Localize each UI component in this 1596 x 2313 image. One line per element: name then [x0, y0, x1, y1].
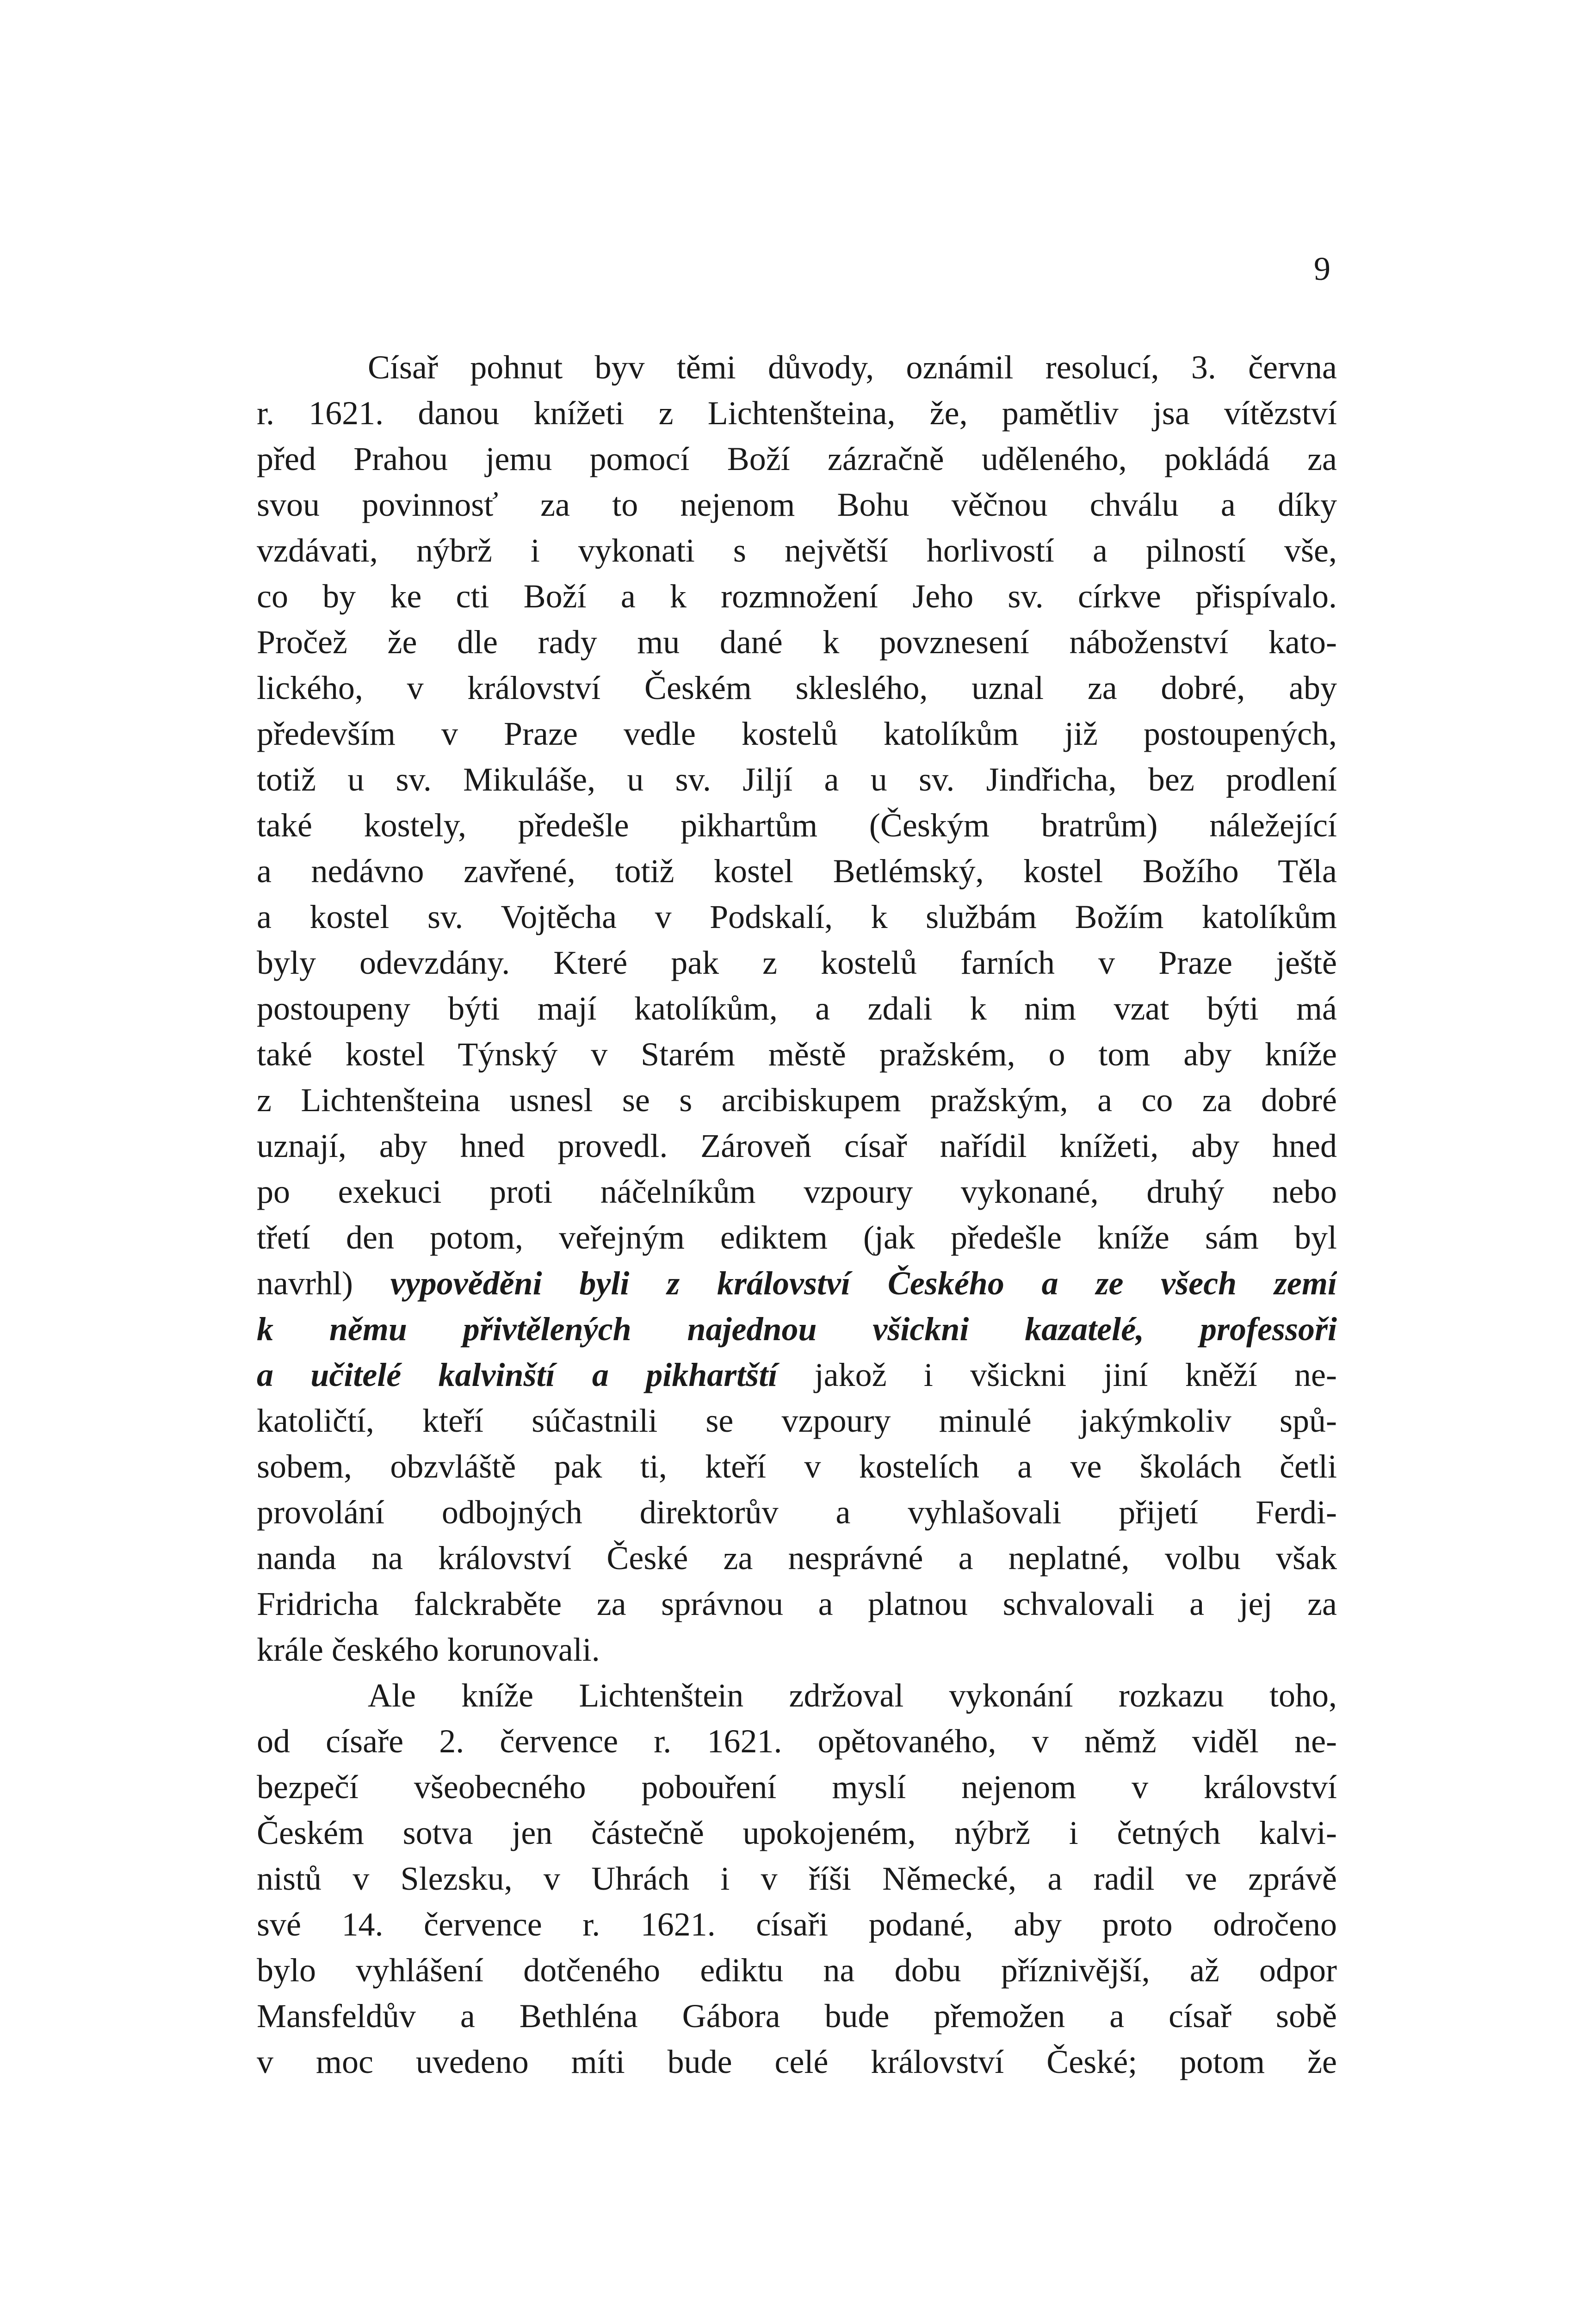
text-line: katoličtí, kteří súčastnili se vzpoury minulé jakýmkoliv spů-	[257, 1402, 1337, 1439]
text-line: Ale kníže Lichtenštein zdržoval vykonání rozkazu toho,	[368, 1677, 1337, 1714]
text-line: co by ke cti Boží a k rozmnožení Jeho sv. církve přispívalo.	[257, 578, 1337, 615]
text-line: také kostel Týnský v Starém městě pražském, o tom aby kníže	[257, 1036, 1337, 1073]
text-line: svou povinnosť za to nejenom Bohu věčnou chválu a díky	[257, 486, 1337, 523]
text-line: také kostely, předešle pikhartům (Českým bratrům) náležející	[257, 807, 1337, 844]
text-line: byly odevzdány. Které pak z kostelů farních v Praze ještě	[257, 944, 1337, 981]
text-line-mixed	[257, 1261, 1337, 1306]
emphasized-text: k němu přivtělených najednou všickni kazatelé, professoři	[257, 1311, 1337, 1348]
text-line: uznají, aby hned provedl. Zároveň císař nařídil knížeti, aby hned	[257, 1127, 1337, 1164]
text-line-mixed	[257, 1352, 1337, 1398]
text-line: Císař pohnut byv těmi důvody, oznámil resolucí, 3. června	[368, 349, 1337, 386]
text-line: z Lichtenšteina usnesl se s arcibiskupem pražským, a co za dobré	[257, 1082, 1337, 1119]
regular-text: jakož i všickni jiní kněží ne-	[777, 1356, 1337, 1393]
text-line: od císaře 2. července r. 1621. opětovaného, v němž viděl ne-	[257, 1723, 1337, 1760]
text-line: Fridricha falckraběte za správnou a platnou schvalovali a jej za	[257, 1585, 1337, 1622]
text-line: lického, v království Českém skleslého, uznal za dobré, aby	[257, 669, 1337, 706]
text-line: a kostel sv. Vojtěcha v Podskalí, k službám Božím katolíkům	[257, 898, 1337, 935]
text-line: Mansfeldův a Bethléna Gábora bude přemožen a císař sobě	[257, 1998, 1337, 2035]
text-line: bezpečí všeobecného pobouření myslí nejenom v království	[257, 1769, 1337, 1806]
text-line: především v Praze vedle kostelů katolíkům již postoupených,	[257, 715, 1337, 752]
text-line-mixed	[257, 1306, 1337, 1352]
paragraph-1	[257, 345, 1337, 1673]
text-line: bylo vyhlášení dotčeného ediktu na dobu příznivější, až odpor	[257, 1952, 1337, 1989]
text-line: postoupeny býti mají katolíkům, a zdali k nim vzat býti má	[257, 990, 1337, 1027]
paragraph-2	[257, 1673, 1337, 2085]
text-line: sobem, obzvláště pak ti, kteří v kostelích a ve školách četli	[257, 1448, 1337, 1485]
text-line: třetí den potom, veřejným ediktem (jak předešle kníže sám byl	[257, 1219, 1337, 1256]
text-line: provolání odbojných direktorův a vyhlašovali přijetí Ferdi-	[257, 1494, 1337, 1531]
text-line: v moc uvedeno míti bude celé království České; potom že	[257, 2043, 1337, 2080]
regular-text: navrhl)	[257, 1265, 390, 1302]
text-line: před Prahou jemu pomocí Boží zázračně uděleného, pokládá za	[257, 440, 1337, 477]
body-text	[257, 345, 1337, 2085]
emphasized-text: a učitelé kalvinští a pikhartští	[257, 1356, 778, 1393]
page-number: 9	[1314, 250, 1330, 287]
text-line: r. 1621. danou knížeti z Lichtenšteina, že, pamětliv jsa vítězství	[257, 395, 1337, 432]
text-line: nanda na království České za nesprávné a neplatné, volbu však	[257, 1540, 1337, 1577]
text-line: a nedávno zavřené, totiž kostel Betlémský, kostel Božího Těla	[257, 853, 1337, 890]
text-line: Českém sotva jen částečně upokojeném, nýbrž i četných kalvi-	[257, 1814, 1337, 1851]
text-line: nistů v Slezsku, v Uhrách i v říši Německé, a radil ve zprávě	[257, 1860, 1337, 1897]
text-line: své 14. července r. 1621. císaři podané, aby proto odročeno	[257, 1906, 1337, 1943]
text-line: vzdávati, nýbrž i vykonati s největší horlivostí a pilností vše,	[257, 532, 1337, 569]
emphasized-text: vypověděni byli z království Českého a ze všech zemí	[390, 1265, 1337, 1302]
text-line: Pročež že dle rady mu dané k povznesení náboženství kato-	[257, 624, 1337, 661]
text-line: krále českého korunovali.	[257, 1631, 600, 1668]
text-line: po exekuci proti náčelníkům vzpoury vykonané, druhý nebo	[257, 1173, 1337, 1210]
text-line: totiž u sv. Mikuláše, u sv. Jiljí a u sv. Jindřicha, bez prodlení	[257, 761, 1337, 798]
